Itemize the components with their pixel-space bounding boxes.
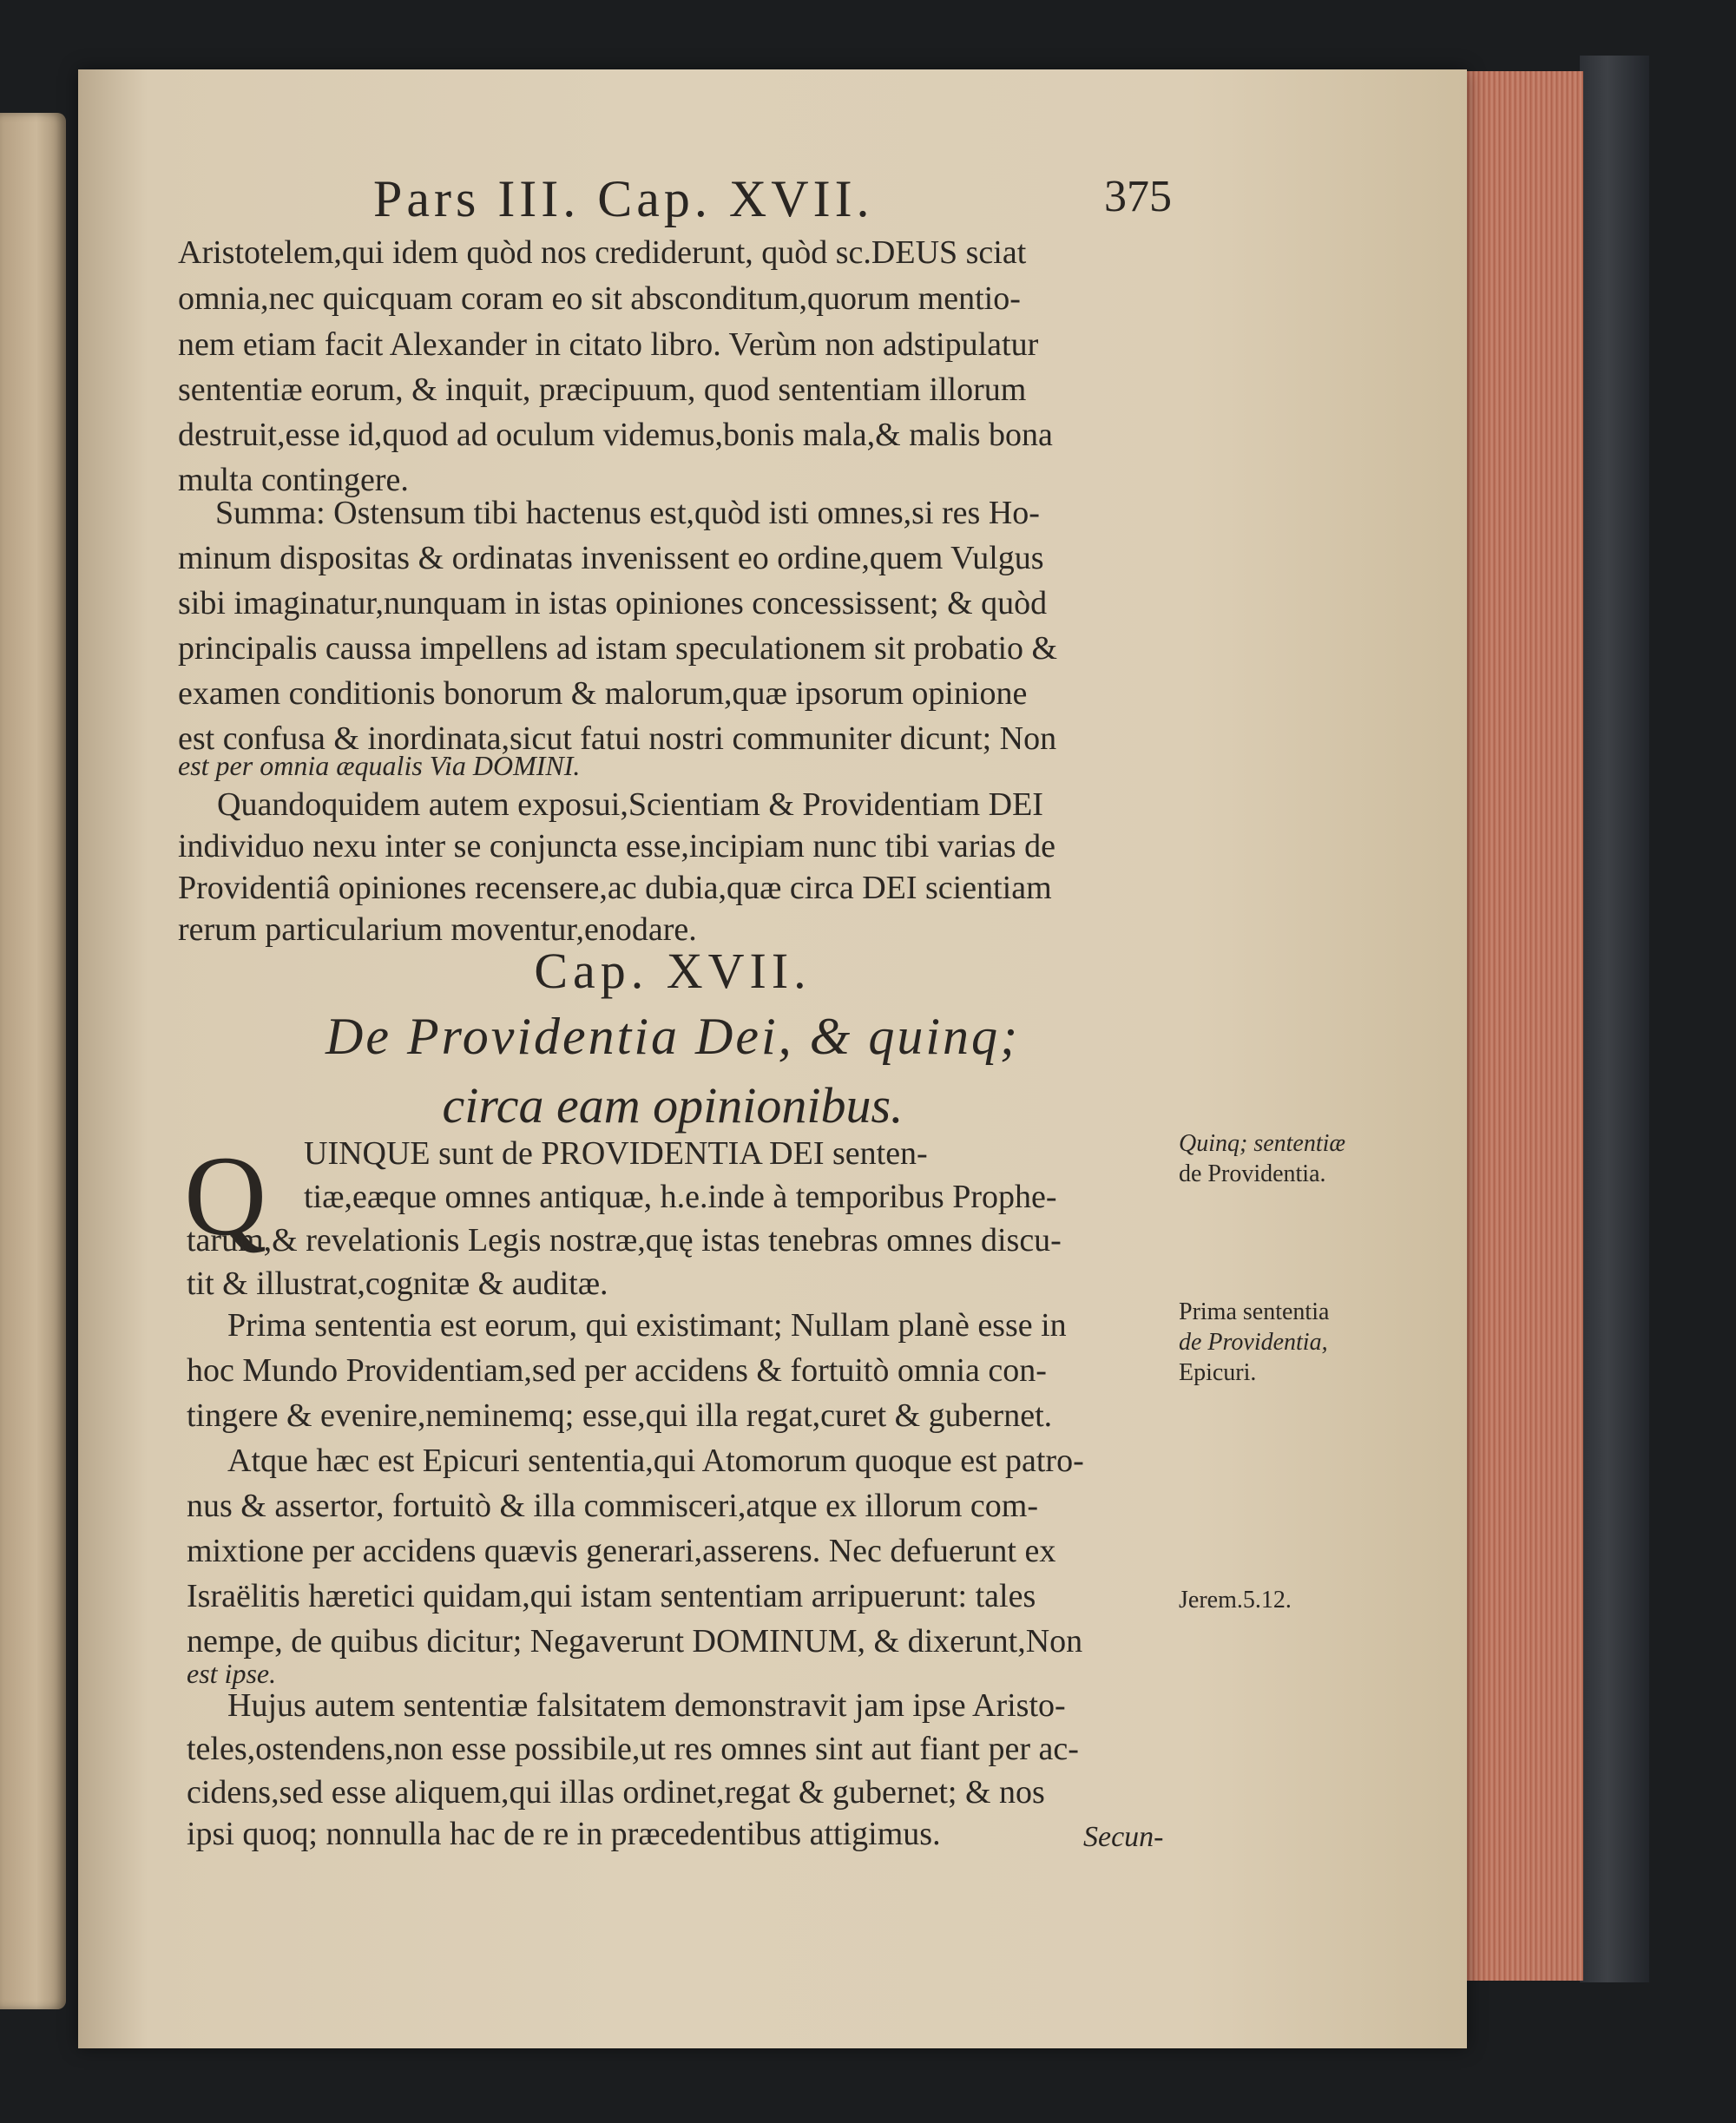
text-line: examen conditionis bonorum & malorum,quæ ipsorum opinione bbox=[178, 675, 1028, 712]
text-line: est ipse. bbox=[187, 1658, 277, 1689]
text-line: UINQUE sunt de PROVIDENTIA DEI senten- bbox=[304, 1135, 928, 1172]
book-cover-board bbox=[1580, 56, 1649, 1982]
text-line: sententiæ eorum, & inquit, præcipuum, quod sententiam illorum bbox=[178, 371, 1027, 408]
text-line: principalis caussa impellens ad istam speculationem sit probatio & bbox=[178, 630, 1058, 667]
drop-cap: Q bbox=[184, 1132, 267, 1259]
text-line: nus & assertor, fortuitò & illa commisceri,atque ex illorum com- bbox=[187, 1488, 1038, 1524]
text-line: minum dispositas & ordinatas invenissent eo ordine,quem Vulgus bbox=[178, 540, 1044, 576]
margin-note-line: Prima sententia bbox=[1179, 1298, 1330, 1325]
margin-note-prima bbox=[1179, 1297, 1370, 1388]
text-line: nem etiam facit Alexander in citato libro. Verùm non adstipulatur bbox=[178, 326, 1039, 363]
text-line: mixtione per accidens quævis generari,asserens. Nec defuerunt ex bbox=[187, 1533, 1056, 1569]
text-line: Aristotelem,qui idem quòd nos crediderunt, quòd sc.DEUS sciat bbox=[178, 234, 1027, 271]
chapter-heading: Cap. XVII. bbox=[534, 943, 812, 999]
text-line: Providentiâ opiniones recensere,ac dubia,quæ circa DEI scientiam bbox=[178, 870, 1052, 906]
text-line: multa contingere. bbox=[178, 462, 409, 498]
left-page-edge bbox=[0, 113, 66, 2009]
chapter-title-line1: De Providentia Dei, & quinq; bbox=[326, 1008, 1020, 1065]
text-line: hoc Mundo Providentiam,sed per accidens & fortuitò omnia con- bbox=[187, 1352, 1047, 1389]
margin-note-line: de Providentia, bbox=[1179, 1329, 1328, 1356]
text-line: tarum,& revelationis Legis nostræ,quę istas tenebras omnes discu- bbox=[187, 1222, 1062, 1259]
margin-note-line: Epicuri. bbox=[1179, 1359, 1257, 1386]
text-line: sibi imaginatur,nunquam in istas opiniones concessissent; & quòd bbox=[178, 585, 1048, 621]
text-line: individuo nexu inter se conjuncta esse,incipiam nunc tibi varias de bbox=[178, 828, 1055, 864]
text-line: ipsi quoq; nonnulla hac de re in præcedentibus attigimus. bbox=[187, 1816, 941, 1852]
text-line: Hujus autem sententiæ falsitatem demonstravit jam ipse Aristo- bbox=[227, 1687, 1066, 1724]
margin-note-line: Jerem.5.12. bbox=[1179, 1587, 1292, 1614]
margin-note-line: de Providentia. bbox=[1179, 1160, 1326, 1187]
text-line: tit & illustrat,cognitæ & auditæ. bbox=[187, 1265, 608, 1302]
text-line: Quandoquidem autem exposui,Scientiam & Providentiam DEI bbox=[217, 786, 1043, 823]
text-line: tiæ,eæque omnes antiquæ, h.e.inde à temporibus Prophe- bbox=[304, 1179, 1057, 1215]
text-line: teles,ostendens,non esse possibile,ut res omnes sint aut fiant per ac- bbox=[187, 1731, 1079, 1767]
text-line: rerum particularium moventur,enodare. bbox=[178, 911, 697, 948]
text-line: Summa: Ostensum tibi hactenus est,quòd isti omnes,si res Ho- bbox=[215, 495, 1040, 531]
margin-note-jeremiah bbox=[1179, 1585, 1370, 1615]
text-line: destruit,esse id,quod ad oculum videmus,bonis mala,& malis bona bbox=[178, 417, 1053, 453]
text-line: cidens,sed esse aliquem,qui illas ordinet,regat & gubernet; & nos bbox=[187, 1774, 1045, 1811]
header-title: Pars III. Cap. XVII. bbox=[373, 170, 874, 227]
page-edges-red bbox=[1450, 71, 1583, 1981]
page-number: 375 bbox=[1104, 172, 1172, 221]
text-line: Atque hæc est Epicuri sententia,qui Atomorum quoque est patro- bbox=[227, 1443, 1084, 1479]
chapter-title-line2: circa eam opinionibus. bbox=[442, 1077, 904, 1134]
text-line: est confusa & inordinata,sicut fatui nostri communiter dicunt; Non bbox=[178, 720, 1057, 757]
text-line: Prima sententia est eorum, qui existimant; Nullam planè esse in bbox=[227, 1307, 1067, 1344]
catchword: Secun- bbox=[1083, 1821, 1164, 1853]
text-line: tingere & evenire,neminemq; esse,qui illa regat,curet & gubernet. bbox=[187, 1397, 1053, 1434]
text-line: est per omnia æqualis Via DOMINI. bbox=[178, 750, 581, 781]
margin-note-quinque bbox=[1179, 1128, 1370, 1189]
text-line: Israëlitis hæretici quidam,qui istam sententiam arripuerunt: tales bbox=[187, 1578, 1036, 1614]
margin-note-line: Quinq; sententiæ bbox=[1179, 1130, 1346, 1157]
text-line: omnia,nec quicquam coram eo sit absconditum,quorum mentio- bbox=[178, 280, 1021, 317]
text-line: nempe, de quibus dicitur; Negaverunt DOMINUM, & dixerunt,Non bbox=[187, 1623, 1083, 1660]
